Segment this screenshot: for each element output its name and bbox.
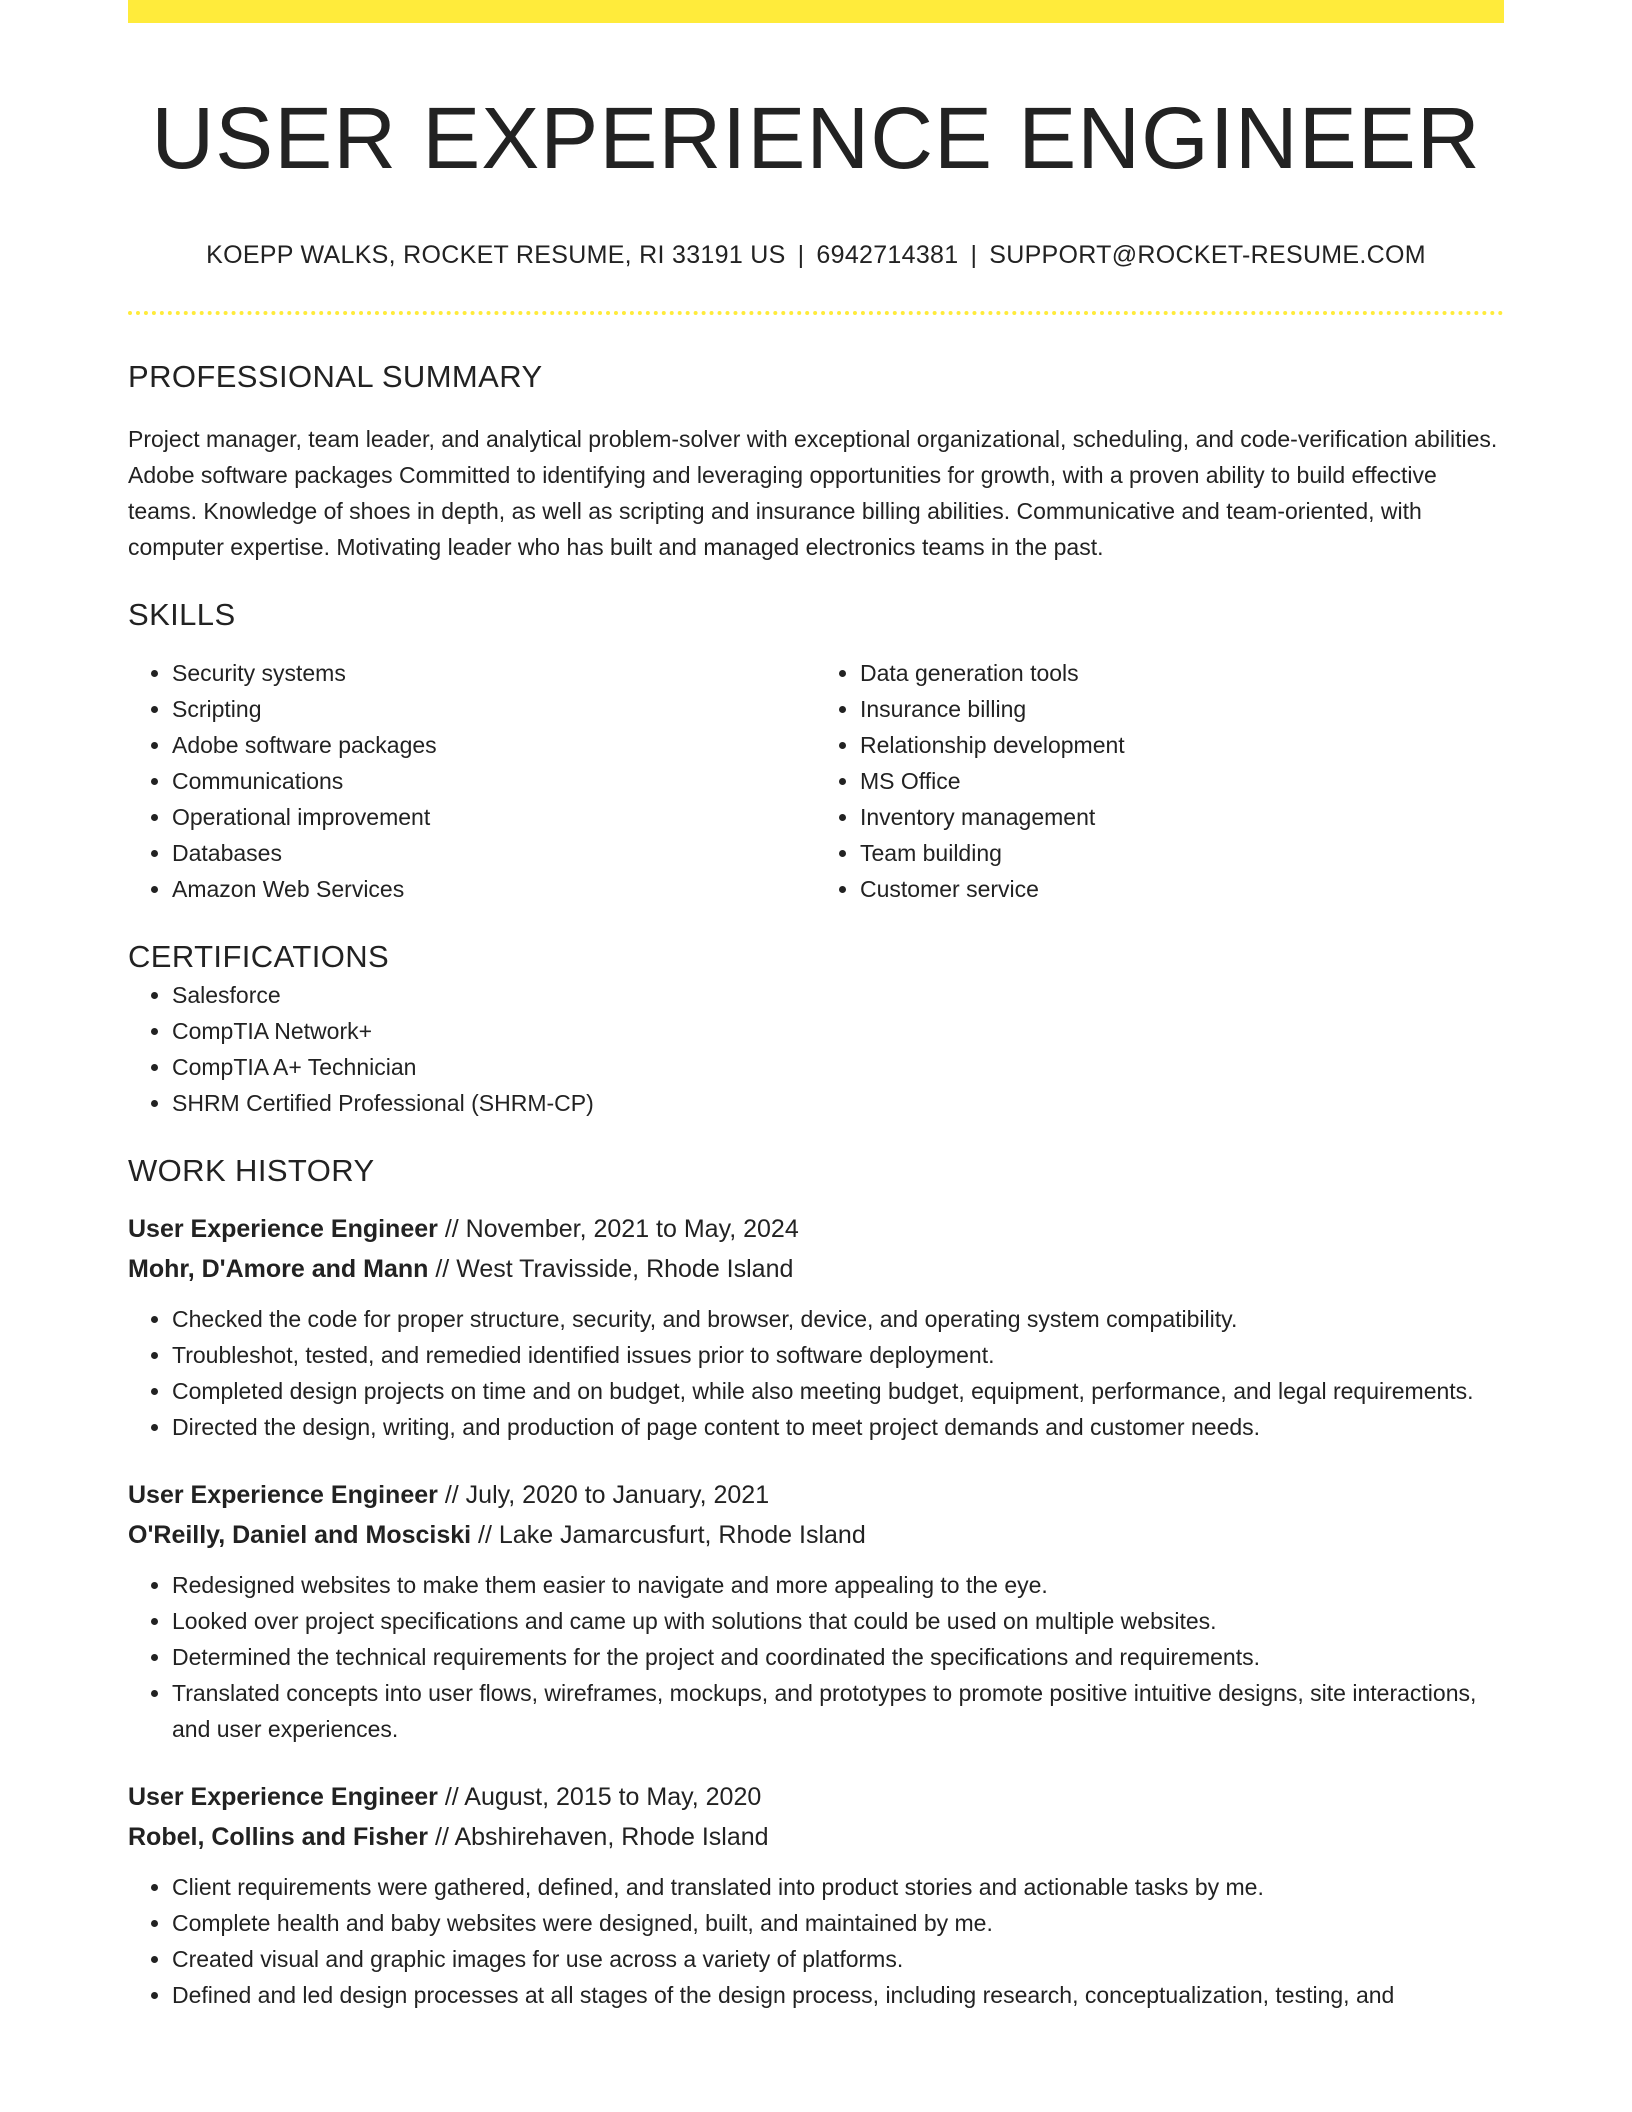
job-bullet: • Translated concepts into user flows, wireframes, mockups, and prototypes to promote positive intuitive designs, site interactions, and user experiences.	[172, 1675, 1504, 1747]
summary-heading: PROFESSIONAL SUMMARY	[128, 359, 543, 394]
work-history-list	[128, 1209, 1504, 2013]
skill-item: • Inventory management	[860, 799, 1504, 835]
job-dates: // July, 2020 to January, 2021	[444, 1481, 770, 1509]
job-bullet: • Complete health and baby websites were designed, built, and maintained by me.	[172, 1905, 1504, 1941]
job-entry	[128, 1475, 1504, 1747]
skill-item: • Insurance billing	[860, 691, 1504, 727]
job-bullet: • Directed the design, writing, and production of page content to meet project demands and customer needs.	[172, 1409, 1504, 1445]
job-company: Mohr, D'Amore and Mann	[128, 1255, 429, 1283]
job-company-line	[128, 1249, 1504, 1289]
certification-item: • SHRM Certified Professional (SHRM-CP)	[172, 1085, 1504, 1121]
job-title-line	[128, 1777, 1504, 1817]
job-location: // Lake Jamarcusfurt, Rhode Island	[478, 1521, 866, 1549]
job-bullet: • Looked over project specifications and came up with solutions that could be used on multiple websites.	[172, 1603, 1504, 1639]
job-dates: // November, 2021 to May, 2024	[444, 1215, 799, 1243]
skill-item: • Customer service	[860, 871, 1504, 907]
contact-line	[128, 239, 1504, 271]
dotted-divider	[128, 311, 1504, 315]
contact-separator: |	[970, 241, 978, 269]
job-company: Robel, Collins and Fisher	[128, 1823, 429, 1851]
job-company: O'Reilly, Daniel and Mosciski	[128, 1521, 472, 1549]
skill-item: • Team building	[860, 835, 1504, 871]
skill-item: • Relationship development	[860, 727, 1504, 763]
page-title: USER EXPERIENCE ENGINEER	[151, 90, 1481, 187]
skills-column-left	[128, 655, 816, 907]
job-entry	[128, 1209, 1504, 1445]
skill-item: • Security systems	[172, 655, 816, 691]
job-title-line	[128, 1475, 1504, 1515]
certification-item: • CompTIA Network+	[172, 1013, 1504, 1049]
job-location: // Abshirehaven, Rhode Island	[435, 1823, 769, 1851]
summary-text: Project manager, team leader, and analytical problem-solver with exceptional organizational, scheduling, and code-verification abilities. Adobe software packages Committed to identifying and leveraging opportunities for growth, with a proven ability to build effective teams. Knowledge of shoes in depth, as well as scripting and insurance billing abilities. Communicative and team-oriented, with computer expertise. Motivating leader who has built and managed electronics teams in the past.	[128, 426, 1498, 560]
job-bullet: • Client requirements were gathered, defined, and translated into product stories and actionable tasks by me.	[172, 1869, 1504, 1905]
skill-item: • MS Office	[860, 763, 1504, 799]
job-bullet: • Troubleshot, tested, and remedied identified issues prior to software deployment.	[172, 1337, 1504, 1373]
skill-item: • Adobe software packages	[172, 727, 816, 763]
skills-heading: SKILLS	[128, 597, 236, 632]
skills-list	[128, 655, 1504, 907]
job-dates: // August, 2015 to May, 2020	[444, 1783, 762, 1811]
certifications-list	[128, 977, 1504, 1121]
certification-item: • Salesforce	[172, 977, 1504, 1013]
certifications-heading: CERTIFICATIONS	[128, 939, 390, 974]
job-bullet: • Defined and led design processes at all stages of the design process, including research, conceptualization, testing, and	[172, 1977, 1504, 2013]
accent-bar	[128, 0, 1504, 23]
job-bullet: • Redesigned websites to make them easier to navigate and more appealing to the eye.	[172, 1567, 1504, 1603]
work-history-heading: WORK HISTORY	[128, 1153, 375, 1188]
skill-item: • Databases	[172, 835, 816, 871]
job-title: User Experience Engineer	[128, 1481, 438, 1509]
skills-column-right	[816, 655, 1504, 907]
skill-item: • Communications	[172, 763, 816, 799]
job-title: User Experience Engineer	[128, 1215, 438, 1243]
certification-item: • CompTIA A+ Technician	[172, 1049, 1504, 1085]
job-bullets	[128, 1301, 1504, 1445]
job-title-line	[128, 1209, 1504, 1249]
job-bullet: • Determined the technical requirements for the project and coordinated the specifications and requirements.	[172, 1639, 1504, 1675]
job-bullet: • Completed design projects on time and on budget, while also meeting budget, equipment, performance, and legal requirements.	[172, 1373, 1504, 1409]
email: SUPPORT@ROCKET-RESUME.COM	[989, 241, 1426, 269]
job-bullet: • Checked the code for proper structure, security, and browser, device, and operating system compatibility.	[172, 1301, 1504, 1337]
job-bullet: • Created visual and graphic images for use across a variety of platforms.	[172, 1941, 1504, 1977]
skill-item: • Operational improvement	[172, 799, 816, 835]
job-entry	[128, 1777, 1504, 2013]
address: KOEPP WALKS, ROCKET RESUME, RI 33191 US	[206, 241, 786, 269]
skill-item: • Amazon Web Services	[172, 871, 816, 907]
skill-item: • Scripting	[172, 691, 816, 727]
job-location: // West Travisside, Rhode Island	[435, 1255, 794, 1283]
contact-separator: |	[797, 241, 805, 269]
job-bullets	[128, 1869, 1504, 2013]
phone: 6942714381	[816, 241, 959, 269]
job-title: User Experience Engineer	[128, 1783, 438, 1811]
job-company-line	[128, 1515, 1504, 1555]
job-bullets	[128, 1567, 1504, 1747]
skill-item: • Data generation tools	[860, 655, 1504, 691]
job-company-line	[128, 1817, 1504, 1857]
resume-page	[128, 0, 1504, 2112]
